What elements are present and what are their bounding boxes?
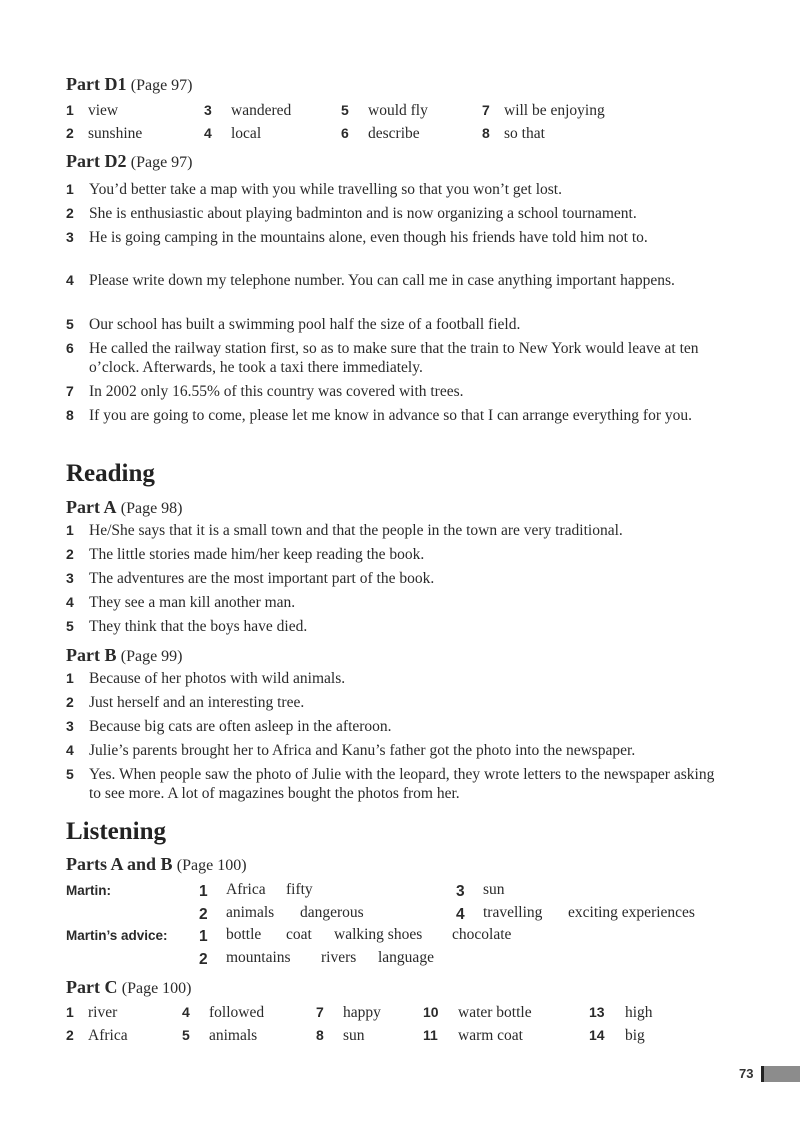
d2-item-number: 1 [66, 181, 74, 197]
reading-a-item-number: 5 [66, 618, 74, 634]
d2-item-number: 6 [66, 340, 74, 356]
reading-b-item-number: 2 [66, 694, 74, 710]
reading-b-item [66, 669, 726, 688]
reading-a-item-number: 1 [66, 522, 74, 538]
d1-answer-number: 1 [66, 102, 74, 118]
part-d2-heading [66, 151, 193, 172]
d2-item [66, 204, 726, 223]
part-d1-heading [66, 74, 193, 95]
advice-word: coat [286, 926, 312, 943]
advice-number: 1 [199, 928, 208, 945]
part-c-answer-text: sun [343, 1027, 365, 1044]
page-number: 73 [739, 1066, 754, 1081]
reading-b-item [66, 741, 726, 760]
martin-number: 2 [199, 906, 208, 923]
d2-item-text: Please write down my telephone number. You can call me in case anything important happens. [89, 272, 675, 289]
reading-b-item-text: Because big cats are often asleep in the afteroon. [89, 718, 392, 735]
part-d2-title: Part D2 [66, 151, 127, 171]
reading-a-item [66, 521, 726, 540]
reading-part-a-heading [66, 497, 183, 518]
listening-parts-ab-title: Parts A and B [66, 854, 173, 874]
martins-advice-label: Martin’s advice: [66, 928, 168, 943]
reading-a-item-number: 4 [66, 594, 74, 610]
d1-answer-text: so that [504, 125, 545, 142]
reading-a-item [66, 569, 726, 588]
martin-number: 1 [199, 883, 208, 900]
part-d1-page-ref: (Page 97) [130, 77, 193, 94]
advice-word: rivers [321, 949, 357, 966]
d2-item-text: If you are going to come, please let me know in advance so that I can arrange everything for you. [89, 407, 692, 424]
d1-answer-text: wandered [231, 102, 292, 119]
d2-item [66, 339, 726, 377]
reading-a-item-text: The adventures are the most important part of the book. [89, 570, 435, 587]
d2-item [66, 228, 726, 247]
listening-part-c-title: Part C [66, 977, 118, 997]
reading-part-b-page-ref: (Page 99) [120, 648, 183, 665]
d1-answer-text: sunshine [88, 125, 143, 142]
reading-b-item [66, 717, 726, 736]
martin-word: travelling [483, 904, 543, 921]
d2-item-text: She is enthusiastic about playing badminton and is now organizing a school tournament. [89, 205, 637, 222]
listening-heading: Listening [66, 818, 167, 845]
advice-number: 2 [199, 951, 208, 968]
reading-part-a-page-ref: (Page 98) [120, 500, 183, 517]
d1-answer-text: view [88, 102, 119, 119]
d1-answer-text: will be enjoying [504, 102, 605, 119]
reading-b-item-text: Yes. When people saw the photo of Julie with the leopard, they wrote letters to the newspaper asking to see more. A lot of magazines bought the photos from her. [89, 766, 715, 802]
d1-answer-text: local [231, 125, 262, 142]
martin-word: dangerous [300, 904, 364, 921]
listening-parts-ab-heading [66, 854, 247, 875]
d1-answer-number: 7 [482, 102, 490, 118]
reading-a-item [66, 617, 726, 636]
martin-number: 3 [456, 883, 465, 900]
reading-b-item [66, 765, 726, 803]
part-c-answer-text: river [88, 1004, 118, 1021]
d1-answer-number: 8 [482, 125, 490, 141]
reading-b-item [66, 693, 726, 712]
part-c-answer-number: 11 [423, 1027, 438, 1043]
part-c-answer-text: happy [343, 1004, 381, 1021]
d1-answer-text: would fly [368, 102, 428, 119]
d2-item-number: 5 [66, 316, 74, 332]
page-number-bar [761, 1066, 800, 1082]
reading-b-item-number: 5 [66, 766, 74, 782]
reading-part-b-heading [66, 645, 183, 666]
reading-b-item-number: 4 [66, 742, 74, 758]
reading-a-item-text: They think that the boys have died. [89, 618, 308, 635]
part-c-answer-number: 1 [66, 1004, 74, 1020]
d2-item-text: He called the railway station first, so as to make sure that the train to New York would leave at ten o’clock. Afterwards, he took a taxi there immediately. [89, 340, 699, 376]
d1-answer-number: 4 [204, 125, 212, 141]
part-c-answer-number: 5 [182, 1027, 190, 1043]
d2-item-number: 2 [66, 205, 74, 221]
d2-item-text: Our school has built a swimming pool half the size of a football field. [89, 316, 521, 333]
martin-word: animals [226, 904, 275, 921]
reading-heading: Reading [66, 460, 155, 487]
d1-answer-number: 2 [66, 125, 74, 141]
reading-b-item-number: 1 [66, 670, 74, 686]
reading-a-item-number: 3 [66, 570, 74, 586]
page-number-bar-edge [761, 1066, 764, 1082]
reading-a-item [66, 545, 726, 564]
d2-item [66, 180, 726, 199]
d1-answer-text: describe [368, 125, 420, 142]
reading-a-item-text: The little stories made him/her keep reading the book. [89, 546, 425, 563]
advice-word: chocolate [452, 926, 512, 943]
part-c-answer-number: 13 [589, 1004, 605, 1020]
reading-b-item-number: 3 [66, 718, 74, 734]
reading-b-item-text: Because of her photos with wild animals. [89, 670, 346, 687]
part-c-answer-number: 2 [66, 1027, 74, 1043]
part-c-answer-number: 4 [182, 1004, 190, 1020]
advice-word: mountains [226, 949, 291, 966]
part-c-answer-text: warm coat [458, 1027, 523, 1044]
part-c-answer-text: animals [209, 1027, 258, 1044]
d2-item-number: 4 [66, 272, 74, 288]
martin-word: fifty [286, 881, 313, 898]
d1-answer-number: 5 [341, 102, 349, 118]
part-d2-page-ref: (Page 97) [130, 154, 193, 171]
martin-word: exciting experiences [568, 904, 695, 921]
d1-answer-number: 6 [341, 125, 349, 141]
martin-label: Martin: [66, 883, 111, 898]
listening-parts-ab-page-ref: (Page 100) [176, 857, 247, 874]
advice-word: bottle [226, 926, 262, 943]
advice-word: walking shoes [334, 926, 423, 943]
d2-item [66, 406, 726, 425]
reading-part-b-title: Part B [66, 645, 117, 665]
advice-word: language [378, 949, 434, 966]
d2-item-number: 3 [66, 229, 74, 245]
part-d1-title: Part D1 [66, 74, 127, 94]
part-c-answer-text: Africa [88, 1027, 128, 1044]
reading-b-item-text: Just herself and an interesting tree. [89, 694, 305, 711]
part-c-answer-number: 10 [423, 1004, 439, 1020]
martin-word: sun [483, 881, 505, 898]
part-c-answer-text: water bottle [458, 1004, 532, 1021]
d2-item-text: You’d better take a map with you while travelling so that you won’t get lost. [89, 181, 562, 198]
reading-a-item-text: They see a man kill another man. [89, 594, 296, 611]
part-c-answer-number: 7 [316, 1004, 324, 1020]
d2-item-text: In 2002 only 16.55% of this country was covered with trees. [89, 383, 464, 400]
reading-b-item-text: Julie’s parents brought her to Africa and Kanu’s father got the photo into the newspaper. [89, 742, 636, 759]
reading-a-item-text: He/She says that it is a small town and that the people in the town are very traditional. [89, 522, 623, 539]
part-c-answer-text: high [625, 1004, 653, 1021]
d2-item-text: He is going camping in the mountains alone, even though his friends have told him not to. [89, 229, 648, 246]
d2-item [66, 271, 726, 290]
part-c-answer-number: 8 [316, 1027, 324, 1043]
listening-part-c-page-ref: (Page 100) [121, 980, 192, 997]
reading-a-item [66, 593, 726, 612]
reading-a-item-number: 2 [66, 546, 74, 562]
d2-item-number: 7 [66, 383, 74, 399]
martin-number: 4 [456, 906, 465, 923]
martin-word: Africa [226, 881, 266, 898]
d2-item [66, 315, 726, 334]
reading-part-a-title: Part A [66, 497, 117, 517]
part-c-answer-number: 14 [589, 1027, 605, 1043]
part-c-answer-text: big [625, 1027, 645, 1044]
d2-item [66, 382, 726, 401]
d2-item-number: 8 [66, 407, 74, 423]
part-c-answer-text: followed [209, 1004, 265, 1021]
d1-answer-number: 3 [204, 102, 212, 118]
listening-part-c-heading [66, 977, 192, 998]
